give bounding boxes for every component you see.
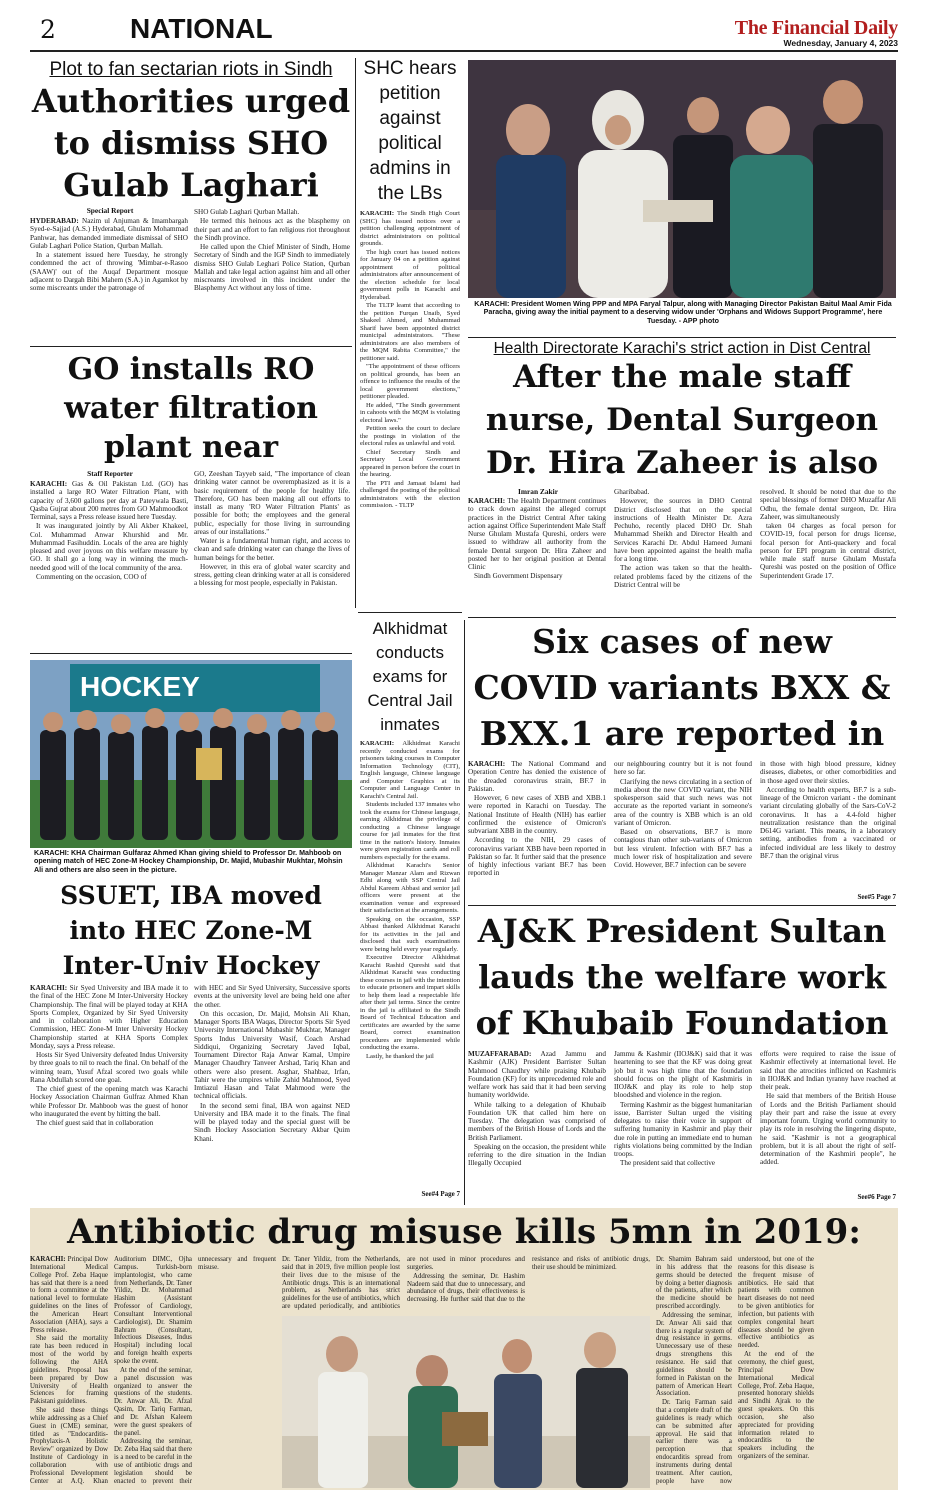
ro-col1-p1: Gas & Oil Pakistan Ltd. (GO) has installed a large RO Water Filtration Plant, with capacity of 3,600 gallons per day at Pateywala Basti, Qasba Gujrat about 200 metres from GO Mahmoodkot Terminal, says a Press release issued here Tuesday. [30, 480, 188, 521]
hockey-col1-p1: Sir Syed University and IBA made it to the final of the HEC Zone M Inter-University Hockey Championship. The final will be played today at KHA Sports Complex, Organized by Sir Syed University and in collaboration with Higher Education Commission, HEC Zone-M Inter University Hockey Championship started at KHA Sports Complex Monday, says a Press release. [30, 984, 188, 1050]
alkhidmat-p1: Alkhidmat Karachi recently conducted exams for prisoners taking courses in Computer Information Technology (CIT), English language, Chinese language and Computer Graphics at its Computer and Language Center in Karachi's Central Jail. [360, 740, 460, 800]
alkhidmat-headline: Alkhidmat conducts exams for Central Jail inmates [367, 619, 453, 734]
antibiotic-dateline: KARACHI: [30, 1256, 66, 1263]
ro-col2-p3: However, in this era of global water scarcity and stress, getting clean drinking water at all is considered a blessing for most people, especially in Pakistan. [194, 562, 350, 588]
shc-p5: He added, "The Sindh government in cahoots with the MQM is violating electoral laws." [360, 401, 460, 424]
antibiotic-p7: Addressing the seminar, Dr. Hashim Nadeem said that due to unnecessary, and abundance of drugs, their effectiveness is decreasing. He further said that due to the resistance and risks of antibiotic drugs, their use should be minimized. [407, 1256, 650, 1304]
hockey-banner-text: HOCKEY [80, 671, 200, 702]
ajk-col2-p2: Terming Kashmir as the biggest humanitarian issue, Barrister Sultan urged the visiting delegates to raise their voice in support of suffering humanity in Kashmir and play their due role in putting an immediate end to human rights violations being committed by the Indian troops. [614, 1100, 752, 1158]
hockey-col1-p4: The chief guest said that in collaboration [36, 1119, 154, 1127]
shc-p6: Petition seeks the court to declare the postings in violation of the electoral rules as unlawful and void. [360, 425, 460, 447]
rule-left-shc [355, 58, 356, 608]
covid-col2-p2: Clarifying the news circulating in a section of media about the new COVID variant, the NIH spokesperson said that such news was not accurate as the reported variant in someone's area of the country is XBB which is an old variant of Omicron. [614, 777, 752, 827]
hockey-scene [30, 660, 352, 848]
shc-p2: The high court has issued notices for January 04 on a petition against appointment of political administrators after announcement of the election schedule for local government polls in Karachi and Hyderabad. [360, 248, 460, 301]
shc-body [360, 210, 460, 610]
rule-under-shc [358, 612, 462, 613]
rule-under-sindh [30, 346, 352, 347]
ro-col2 [194, 470, 350, 650]
hockey-col2-p1: with HEC and Sir Syed University, Successive sports events at the university level are being held one after the other. [194, 984, 350, 1009]
alkhidmat-body [360, 740, 460, 1188]
page-number: 2 [40, 15, 56, 44]
top-photo [468, 60, 896, 298]
section-title: NATIONAL [130, 13, 273, 44]
ajk-dateline: MUZAFFARABAD: [468, 1050, 532, 1058]
ajk-col1-p2: While talking to a delegation of Khubaib Foundation UK that called him here on Tuesday. The delegation was comprised of members of the British House of Lords and the British Parliament. [468, 1100, 606, 1142]
hockey-col2-p2: On this occasion, Dr. Majid, Mohsin Ali Khan, Manager Sports IBA Waqas, Director Sports Sir Syed University International Mubashir Mukhtar, Manager Sports Indus University Wasif, Coach Arshad Siddiqui, Organizing Secretary Javed Iqbal, Tournament Director Raja Anwar Kamal, Umpire Manager Chaudhry Tanveer Arshad, Tariq Khan and others were also present. Asghar, Shahbaz, Irfan, Tahir were the umpires while Zahid Mahmood, Syed Imtiazul Hasan and Talat Mahmood were the technical officials. [194, 1009, 350, 1101]
alkhidmat-p4: Speaking on the occasion, SSP Abbasi thanked Alkhidmat Karachi for its activities in the jail and disclosed that such examinations were being held every year regularly. [360, 915, 460, 953]
sindh-col2-p3: He called upon the Chief Minister of Sindh, Home Secretary of Sindh and the IGP Sindh to immediately dismiss SHO Gulab Leghari Police Station, Qurban Mallah and take legal action against him and all other miscreants involved in this incident under the Blasphemy Act without any loss of time. [194, 243, 350, 293]
antibiotic-p9: Addressing the seminar, Dr. Anwar Ali said that there is a regular system of drug resistance in germs. Unnecessary use of these drugs strengthens this resistance. He said that guidelines should be formed in Pakistan on the pattern of American Heart Association. [656, 1311, 732, 1398]
sindh-kicker: Plot to fan sectarian riots in Sindh [49, 59, 333, 80]
hockey-col2 [194, 984, 350, 1204]
covid-col2 [614, 760, 752, 900]
covid-col2-p3: Based on observations, BF.7 is more contagious than other sub-variants of Omicron but less virulent. Infection with BF.7 has a much lower risk of hospitalization and severe Covid. However, BF.7 infection can be severe [614, 828, 752, 869]
ro-col1 [30, 480, 188, 650]
shc-p4: "The appointment of these officers on political grounds, has been an offence to influence the results of the local government elections," petitioner pleaded. [360, 363, 460, 400]
ro-col2-p1: GO, Zeeshan Tayyeb said, "The importance of clean drinking water cannot be overemphasized as it is a basic requirement of the people for healthy life. Therefore, GO has been making all out efforts to install as many 'RO Water Filtration Plants' as possible for both; the employees and the general public, especially for those living in surrounding areas of our installations." [194, 470, 350, 536]
antibiotic-body-left [30, 1256, 276, 1488]
covid-see: See#5 Page 7 [857, 893, 896, 901]
top-photo-caption: KARACHI: President Women Wing PPP and MPA Faryal Talpur, along with Managing Director Pakistan Baitul Maal Amir Fida Paracha, giving away the initial payment to a deserving widow under 'Orphans and Widows Support Programme', here Tuesday. - APP photo [474, 300, 892, 325]
health-col2-p3: The action was taken so that the health-related problems faced by the citizens of the District Central will be [614, 564, 752, 589]
shc-p1: The Sindh High Court (SHC) has issued notices over a petition challenging appointment of district administrators on political grounds. [360, 210, 460, 247]
health-byline: Imran Zakir [517, 488, 559, 496]
covid-col3 [760, 760, 896, 893]
alkhidmat-see: See#4 Page 7 [421, 1190, 460, 1198]
ajk-see: See#6 Page 7 [857, 1193, 896, 1201]
alkhidmat-p3: Alkhidmat Karachi's Senior Manager Manzar Alam and Rizwan Edhi along with SSP Central Jail Abdul Kareem Abbasi and senior jail officers were present at the examination venue and expressed their satisfaction at the arrangements. [360, 862, 460, 914]
ajk-col2 [614, 1050, 752, 1200]
covid-dateline: KARACHI: [468, 760, 506, 768]
hockey-col1-p2: Hosts Sir Syed University defeated Indus University by three goals to nil to reach the final. On behalf of the winning team, Yusuf Afzal scored two goals while Rana Abdullah scored one goal. [30, 1051, 188, 1084]
sindh-headline: Authorities urged to dismiss SHO Gulab Laghari [31, 82, 351, 204]
ro-col1-p3: Commenting on the occasion, COO of [36, 572, 147, 581]
covid-col1-p3: According to the NIH, 29 cases of coronavirus variant XBB have been reported in Pakistan so far. It further said that the presence of highly infectious variant BF.7 has been reported in [468, 836, 606, 878]
antibiotic-p10: Dr. Tariq Farman said that a complete draft of the guidelines is ready which can be submitted after approval. He said that earlier there was a perception that endocarditis spread from instruments during dental treatment. After caution, people have now understood, but one of the reasons for this disease is the frequent misuse of antibiotics. He said that patients with common heart diseases do not need to be given antibiotics for infection, but patients with complex congenital heart diseases should be given effective antibiotics as needed. [656, 1256, 814, 1485]
ajk-col1 [468, 1050, 606, 1200]
rule-right-alkhidmat [464, 620, 465, 1205]
hockey-col1-p3: The chief guest of the opening match was Karachi Hockey Association Chairman Gulfraz Ahmed Khan while Professor Dr. Mahboob was the guest of honor who inaugurated the event by hitting the ball. [30, 1085, 188, 1118]
covid-col3-p1: in those with high blood pressure, kidney diseases, diabetes, or other comorbidities and in those aged over their sixties. [760, 760, 896, 785]
covid-col2-p1: our neighbouring country but it is not found here so far. [614, 760, 752, 777]
ajk-col2-p1: Jammu & Kashmir (IIOJ&K) said that it was heartening to see that the KF was doing great job but it was high time that the foundation should focus on the plight of Kashmiris in IIOJ&K and play its role to help stop bloodshed and violence in the region. [614, 1050, 752, 1100]
ajk-col3-p2: He said that members of the British House of Lords and the British Parliament should play their part and raise the issue at every important forum. Urging world community to play its role in resolving the lingering dispute, he said. "Kashmir is not a geographical problem, but it is all about the right of self-determination of the Kashmiri people", he added. [760, 1092, 896, 1167]
sindh-dateline: HYDERABAD: [30, 217, 79, 225]
sindh-col1-p2: In a statement issued here Tuesday, he strongly condemned the act of throwing 'Mimbar-e-Rasoo (SAAW)' out of the Auqaf Department mosque adjacent to Dargah Bibi Mahem (S.A.) in Agamkot by some miscreants under the patronage of [30, 251, 188, 292]
paper-name: The Financial Daily [734, 17, 898, 39]
health-col2-p2: However, the sources in DHO Central District disclosed that on the special instructions of Health Minister Dr. Azra Pechuho, recently placed DHO Dr. Shah Muhammad Sheikh and Director Health and Services Karachi Dr. Abdul Hameed Jumani have been appointed against the health mafia for a long time. [614, 497, 752, 563]
health-col1-p2: Sindh Government Dispensary [474, 572, 563, 581]
ajk-col1-p1: Azad Jammu and Kashmir (AJK) President Barrister Sultan Mahmood Chaudhry while praising Khubaib Foundation (KF) for its unprecedented role and welfare work has said that it had been serving humanity worldwide. [468, 1050, 606, 1100]
sindh-col1-p1: Nazim ul Anjuman & Imambargah Syed-e-Sajjad (A.S.) Hyderabad, Ghulam Mohammad Panhwar, has demanded immediate dismissal of SHO Gulab Laghari Police Station, Qurban Mallah. [30, 217, 188, 250]
rule-under-ro [30, 653, 352, 654]
antibiotic-p4: At the end of the seminar, a panel discussion was organized to answer the questions of the students. Dr. Anwar Ali, Dr. Afzal Qasim, Dr. Tariq Farman, and Dr. Afshan Kaleem were the guest speakers of the panel. [114, 1366, 192, 1437]
covid-col1-p1: The National Command and Operation Centre has denied the existence of the dreaded coronavirus strain, BF.7 in Pakistan. [468, 760, 606, 793]
sindh-col1 [30, 217, 188, 345]
health-col1 [468, 497, 606, 615]
health-dateline: KARACHI: [468, 497, 506, 505]
sindh-col2 [194, 208, 350, 345]
issue-date: Wednesday, January 4, 2023 [783, 38, 898, 48]
antibiotic-body-top [282, 1256, 650, 1312]
hockey-headline: SSUET, IBA moved into HEC Zone-M Inter-Univ Hockey [60, 881, 322, 980]
antibiotic-photo [282, 1316, 650, 1488]
rule-under-covid [468, 905, 896, 906]
health-col3 [760, 488, 896, 615]
antibiotic-p8: Dr. Shamim Bahram said in his address that the germs should be detected by doing a better diagnosis of the patients, after which the medicine should be prescribed accordingly. [656, 1256, 732, 1311]
hockey-photo [30, 660, 352, 848]
antibiotic-p11: At the end of the ceremony, the chief guest, Principal Dow International Medical College, Prof. Zeba Haque, presented honorary shields and Sindhi Ajrak to the guest speakers. On this occasion, she also appreciated for providing information related to endocarditis to the speakers including the organizers of the seminar. [738, 1351, 814, 1461]
antibiotic-body-right [656, 1256, 896, 1488]
shc-p8: The PTI and Jamaat Islami had challenged the posting of the political administrators with the election commission. - TLTP [360, 479, 460, 509]
ajk-col1-p3: Speaking on the occasion, the president while referring to the dire situation in the Indian Illegally Occupied [468, 1142, 606, 1168]
ro-col2-p2: Water is a fundamental human right, and access to clean and safe drinking water can change the lives of human beings for the better. [194, 537, 350, 562]
hockey-photo-caption: KARACHI: KHA Chairman Gulfaraz Ahmed Khan giving shield to Professor Dr. Mahboob on opening match of HEC Zone-M Hockey Championship, Dr. Majid, Mubashir Mukhtar, Mohsin Ali and others are also seen in the picture. [34, 849, 343, 874]
masthead-rule [30, 50, 898, 52]
alkhidmat-p2: Students included 137 inmates who took the exams for Chinese language, earning Alkhidmat the privilege of conducting a Chinese language course for jail inmates for the first time in the nation's history. Inmates were given registration cards and roll numbers especially for the exams. [360, 801, 460, 861]
antibiotic-p1: Principal Dow International Medical College Prof. Zeba Haque has said that there is a need to form a committee at the national level to formulate guidelines on the lines of the American Heart Association (AHA), says a Press release. [30, 1256, 108, 1334]
antibiotic-p2: She said the mortality rate has been reduced in most of the world by following the AHA guidelines. Proposal has been prepared by Dow University of Health Sciences for framing Pakistani guidelines. [30, 1335, 108, 1406]
ajk-col3-p1: efforts were required to raise the issue of Kashmir effectively at international level. He said that the atrocities inflicted on Kashmiris in IIOJ&K and Indian tyranny have reached at their peak. [760, 1050, 896, 1091]
ro-headline: GO installs RO water filtration plant near [64, 352, 318, 465]
covid-headline: Six cases of new COVID variants BXX & BXX.1 are reported in [473, 622, 891, 753]
ajk-headline: AJ&K President Sultan lauds the welfare work of Khubaib Foundation [475, 912, 889, 1042]
ro-byline: Staff Reporter [87, 470, 133, 478]
antibiotic-p3: She said these things while addressing as a Chief Guest in (CME) seminar, titled as "Endocarditis-Prophylaxis-A Holistic Review" organized by Dow Institute of Cardiology in collaboration with Professional Development Center at A.Q. Khan Auditorium DIMC, Ojha Campus. Turkish-born implantologist, who came from Netherlands, Dr. Taner Yildiz, Dr. Mohammad Hashim (Assistant Professor of Cardiology, Consultant Interventional Cardiologist), Dr. Shamim Bahram (Consultant, Infectious Diseases, Indus Hospital) including local and foreign health experts spoke the event. [30, 1256, 192, 1485]
ajk-col2-p3: The president said that collective [620, 1159, 715, 1168]
ro-dateline: KARACHI: [30, 480, 68, 488]
alkhidmat-p5: Executive Director Alkhidmat Karachi Rashid Qureshi said that Alkhidmat Karachi was conducting these courses in jail with the intention to educate prisoners and impart skills to help them lead a respectable life after their jail terms. Since the centre in the jail is affiliated to the Sindh Board of Technical Education and certificates are awarded by the same Board, correct examination procedures are implemented while conducting the exams. [360, 954, 460, 1051]
hockey-col2-p3: In the second semi final, IBA won against NED University and IBA made it to the finals. The final will be played today and the special guest will be Sindh Hockey Association Secretary Akbar Quim Khani. [194, 1101, 350, 1143]
shc-dateline: KARACHI: [360, 210, 395, 217]
antibiotic-p5: Addressing the seminar, Dr. Zeba Haq said that there is a need to be careful in the use of antibiotic drugs and legislation should be enacted to prevent their unnecessary and frequent misuse. [114, 1256, 276, 1485]
covid-col1 [468, 760, 606, 900]
rule-under-health [468, 617, 896, 618]
health-col3-p1: resolved. It should be noted that due to the special blessings of former DHO Muzaffar Ali Odhu, the female dental surgeon, Dr. Hira Zaheer, was simultaneously [760, 488, 896, 521]
seminar-figures [282, 1316, 650, 1488]
shc-headline: SHC hears petition against political admins in the LBs [363, 58, 457, 204]
antibiotic-headline: Antibiotic drug misuse kills 5mn in 2019: [67, 1212, 861, 1252]
ajk-col3 [760, 1050, 896, 1193]
sindh-col2-p1: SHO Gulab Laghari Qurban Mallah. [194, 208, 300, 216]
alkhidmat-p6: Lastly, he thanked the jail [366, 1052, 434, 1060]
rule-under-top-photo [468, 337, 896, 338]
health-col3-p2: taken 04 charges as focal person for COVID-19, focal person for drugs license, focal person for Anti-quackery and focal person for EPI program in central district, while male staff nurse Ghulam Mustafa Qureshi was posted on the position of Office Superintendent Grade 17. [760, 522, 896, 580]
covid-col3-p2: According to health experts, BF.7 is a sub-lineage of the Omicron variant - the dominant variant circulating globally of the Sars-CoV-2 coronavirus. It has a 4.4-fold higher neutralization resistance than the original D614G variant. This means, in a laboratory setting, antibodies from a vaccinated or infected individual are less likely to destroy BF.7 than the original virus [760, 785, 896, 860]
health-col2 [614, 488, 752, 615]
health-headline: After the male staff nurse, Dental Surgeon Dr. Hira Zaheer is also [485, 359, 879, 481]
ceremony-figures [468, 60, 896, 298]
sindh-byline: Special Report [86, 207, 134, 215]
health-col2-p1: Gharibabad. [614, 488, 650, 496]
health-kicker: Health Directorate Karachi's strict action in Dist Central [493, 340, 871, 357]
shc-p7: Chief Secretary Sindh and Secretary Local Government appeared in person before the court in the hearing. [360, 448, 460, 478]
sindh-col2-p2: He termed this heinous act as the blasphemy on their part and an effort to fan religious riot throughout the Sindh province. [194, 217, 350, 242]
health-col1-p1: The Health Department continues to crack down against the alleged corrupt practices in the District Central After taking action against Office Superintendent Male Staff Nurse Ghulam Mustafa Qureshi, orders were issued to withdraw all authority from the female Dental surgeon Dr. Hira Zaheer and posted her to her original position at Dental Clinic [468, 497, 606, 571]
ro-col1-p2: It was inaugurated jointly by Ali Akber Khakeel, Col. Muhammad Anwar Khurshid and Mr. Muhammad Fasihuddin. Locals of the area are highly pleased and over joyous on this welfare measure by GO. It shall go a long way in winning the much-needed good will of the local community of the area. [30, 522, 188, 572]
antibiotic-p6: Dr. Taner Yildiz, from the Netherlands, said that in 2019, five million people lost their lives due to the misuse of the Antibiotic drugs. This is an international problem, as Netherlands has strict guidelines for the use of antibiotics, which are updated periodically, and antibiotics are not used in minor procedures and surgeries. [282, 1256, 525, 1311]
alkhidmat-dateline: KARACHI: [360, 740, 395, 747]
hockey-col1 [30, 984, 188, 1204]
shc-p3: The TLTP leamt that according to the petition Furqan Unaib, Syed Shakeel Ahmed, and Muhammad Sharif have been appointed district municipal administrators. "These administrators are also members of the MQM Rabita Committee," the petitioner said. [360, 302, 460, 362]
covid-col1-p2: However, 6 new cases of XBB and XBB.1 were reported in Karachi on Tuesday. The National Institute of Health (NIH) has earlier confirmed the existence of Omicron's subvariant XBB in the country. [468, 794, 606, 835]
hockey-dateline: KARACHI: [30, 984, 68, 992]
